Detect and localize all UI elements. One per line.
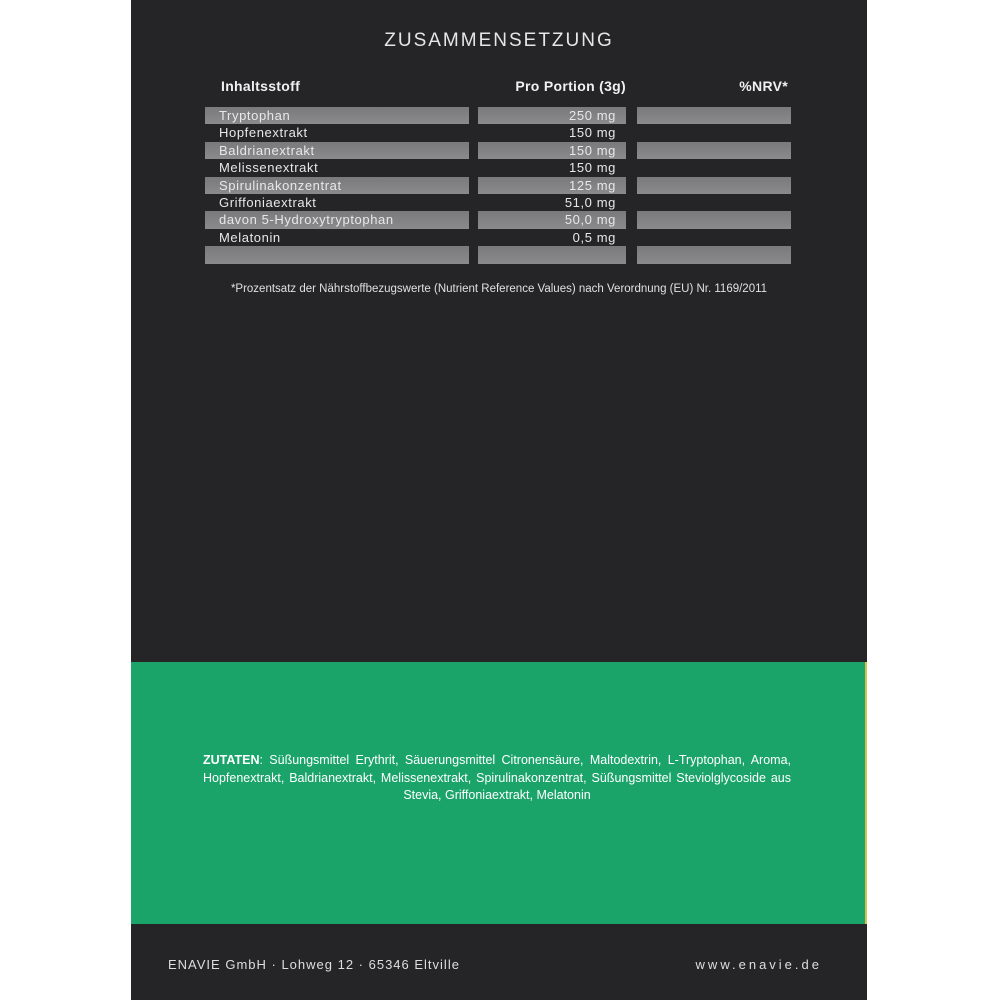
- ingredients-list: : Süßungsmittel Erythrit, Säuerungsmittel Citronensäure, Maltodextrin, L-Tryptophan, Aroma, Hopfenextrakt, Baldrianextrakt, Melissenextrakt, Spirulinakonzentrat, Süßungsmittel Steviolglycoside aus Stevia, Griffoniaextrakt, Melatonin: [203, 753, 791, 802]
- ingredient-name: Melatonin: [219, 229, 281, 245]
- ingredient-amount: 50,0 mg: [564, 212, 616, 228]
- ingredient-amount: 150 mg: [569, 142, 616, 158]
- ingredient-name: Melissenextrakt: [219, 160, 319, 176]
- header-ingredient: Inhaltsstoff: [221, 78, 301, 94]
- ingredient-name: Tryptophan: [219, 108, 291, 123]
- ingredient-name: Hopfenextrakt: [219, 125, 308, 141]
- ingredients-panel: [131, 662, 867, 924]
- ingredient-name: Spirulinakonzentrat: [219, 177, 342, 193]
- header-portion: Pro Portion (3g): [515, 78, 626, 94]
- table-row: [205, 229, 791, 246]
- table-row: [205, 194, 791, 211]
- ingredient-amount: 0,5 mg: [572, 229, 616, 245]
- ingredients-label: ZUTATEN: [203, 753, 260, 767]
- ingredient-amount: 51,0 mg: [564, 194, 616, 210]
- ingredient-amount: 125 mg: [569, 177, 616, 193]
- ingredient-name: Baldrianextrakt: [219, 142, 315, 158]
- table-row: [205, 142, 791, 159]
- ingredient-name: Griffoniaextrakt: [219, 194, 317, 210]
- table-row: [205, 246, 791, 263]
- table-row: [205, 124, 791, 141]
- table-row: [205, 211, 791, 228]
- nrv-footnote: *Prozentsatz der Nährstoffbezugswerte (Nutrient Reference Values) nach Verordnung (EU) Nr. 1169/2011: [230, 283, 768, 295]
- composition-table: [205, 107, 791, 264]
- table-row: [205, 107, 791, 124]
- footer-bar: [131, 924, 867, 1000]
- ingredient-amount: 250 mg: [569, 108, 616, 123]
- ingredient-amount: 150 mg: [569, 125, 616, 141]
- header-nrv: %NRV*: [739, 78, 788, 94]
- ingredient-name: davon 5-Hydroxytryptophan: [219, 212, 394, 228]
- website-link: www.enavie.de: [695, 957, 822, 972]
- table-row: [205, 159, 791, 176]
- table-row: [205, 177, 791, 194]
- ingredient-amount: 150 mg: [569, 160, 616, 176]
- ingredients-text: [203, 752, 791, 805]
- section-title: ZUSAMMENSETZUNG: [384, 30, 614, 51]
- company-address: ENAVIE GmbH · Lohweg 12 · 65346 Eltville: [168, 957, 460, 972]
